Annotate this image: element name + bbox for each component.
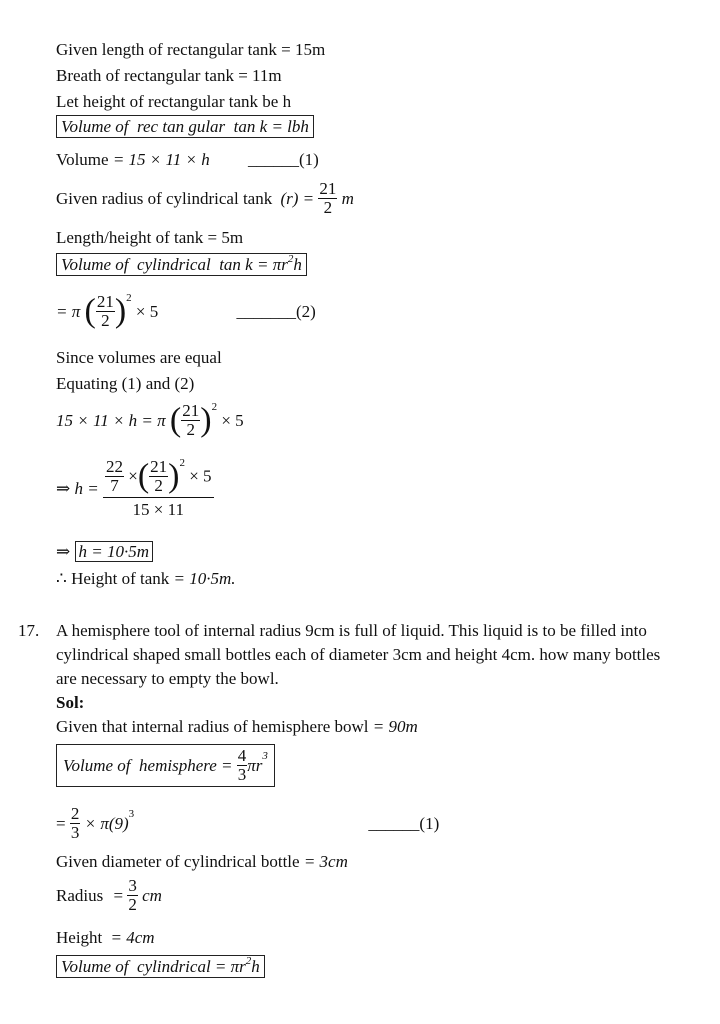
denominator: 3 <box>70 822 80 842</box>
denominator: 2 <box>154 475 163 495</box>
equation-equate: 15 × 11 × h = π ( $\frac{21}{2}$ )$^2$ × 5 <box>56 401 244 439</box>
equation-text: = 15 × 11 × h <box>112 150 210 169</box>
equation-label: ______(1) <box>247 150 319 169</box>
formula-text: Volume of <box>61 255 129 274</box>
fraction <box>318 180 337 217</box>
fraction <box>149 458 168 495</box>
formula-text: = πr <box>256 255 288 274</box>
equation-text: × π(9) <box>84 813 129 833</box>
formula-text: h <box>293 255 302 274</box>
formula-text: πr <box>247 755 263 775</box>
numerator: 2 <box>70 804 80 823</box>
question-text-line: cylindrical shaped small bottles each of diameter 3cm and height 4cm. how many bottles <box>56 645 661 664</box>
superscript: 2 <box>287 253 294 265</box>
since-equal: Since volumes are equal <box>56 348 222 367</box>
equation-text: × <box>128 466 138 486</box>
formula-text: = lbh <box>271 117 309 136</box>
denominator: 2 <box>128 894 137 914</box>
fraction <box>105 458 124 495</box>
volume-equation-2: = π ( $\frac{21}{2}$ )$^2$ × 5 _______(2) <box>56 292 316 330</box>
equation-text: = π <box>56 301 81 321</box>
equation-text: × 5 <box>135 301 159 321</box>
let-height: Let height of rectangular tank be h <box>56 92 292 111</box>
denominator: 2 <box>323 197 333 217</box>
question-text-line: A hemisphere tool of internal radius 9cm is full of liquid. This liquid is to be filled into <box>56 621 647 640</box>
big-denominator: 15 × 11 <box>132 499 184 519</box>
question-number: 17. <box>18 621 40 640</box>
line-text: = <box>113 885 124 905</box>
superscript: 2 <box>179 457 185 469</box>
superscript: 2 <box>211 401 218 413</box>
superscript: 2 <box>245 955 252 967</box>
superscript: 2 <box>126 292 132 304</box>
superscript: 3 <box>262 750 268 762</box>
formula-text: rec tan gular <box>137 117 226 136</box>
numerator: 21 <box>319 179 337 198</box>
big-fraction <box>103 458 214 519</box>
question-text-line: are necessary to empty the bowl. <box>56 669 279 688</box>
formula-text: h <box>251 957 260 976</box>
fraction <box>70 805 81 842</box>
given-hemisphere-radius <box>56 718 418 735</box>
equation-text: × 5 <box>221 410 244 430</box>
radius-line <box>56 877 162 914</box>
formula-text: tan k <box>219 255 253 274</box>
line-text: = 4cm <box>110 928 155 947</box>
given-diameter <box>56 853 348 870</box>
formula-text: Volume of <box>61 957 129 976</box>
line-text: Given diameter of cylindrical bottle <box>56 852 300 871</box>
big-numerator: $\frac{22}{7}$ ×( $\frac{21}{2}$ )$^2$ × 5 <box>103 458 214 498</box>
line-text: (r) = <box>280 188 315 208</box>
equation-label: _______(2) <box>236 301 316 321</box>
denominator: 2 <box>101 310 110 330</box>
given-radius <box>56 180 354 217</box>
line-text: Radius <box>56 885 104 905</box>
equation-solve-h <box>56 458 214 519</box>
superscript: 3 <box>128 808 135 820</box>
formula-text: Volume of <box>61 117 129 136</box>
fraction <box>96 293 115 330</box>
line-text: Given radius of cylindrical tank <box>56 188 273 208</box>
line-text: = 3cm <box>303 852 348 871</box>
numerator: 21 <box>96 292 114 311</box>
equation-text: Volume <box>56 150 109 169</box>
fraction <box>237 747 248 784</box>
equating: Equating (1) and (2) <box>56 374 195 393</box>
line-text: = 90m <box>372 717 418 736</box>
boxed-result: h = 10·5m <box>75 541 154 562</box>
formula-text: cylindrical <box>137 255 211 274</box>
solution-heading: Sol: <box>56 693 85 712</box>
given-breadth: Breath of rectangular tank = 11m <box>56 66 282 85</box>
formula-text: hemisphere = <box>139 755 233 775</box>
length-height: Length/height of tank = 5m <box>56 228 244 247</box>
conclusion <box>56 570 236 587</box>
formula-text: cylindrical = πr <box>137 957 246 976</box>
fraction <box>181 402 200 439</box>
line-text: Height <box>56 928 103 947</box>
numerator: 22 <box>105 457 123 476</box>
line-text: Given that internal radius of hemisphere bowl <box>56 717 369 736</box>
equation-text: × 5 <box>189 466 212 486</box>
equation-text: 15 × 11 × h = π <box>56 410 166 430</box>
formula-box-rectangular <box>56 115 314 138</box>
equation-text: ⇒ h = <box>56 478 99 498</box>
denominator: 2 <box>186 419 195 439</box>
fraction <box>127 877 138 914</box>
numerator: 21 <box>150 457 168 476</box>
formula-box-cylindrical <box>56 253 307 276</box>
numerator: 3 <box>128 876 137 895</box>
line-text: m <box>341 188 354 208</box>
implies: ⇒ <box>56 542 71 561</box>
height-line <box>56 929 155 946</box>
volume-equation-1 <box>56 151 319 168</box>
denominator: 3 <box>237 764 247 784</box>
line-text: cm <box>142 885 162 905</box>
equation-text: = <box>56 813 66 833</box>
numerator: 21 <box>182 401 200 420</box>
numerator: 4 <box>237 746 247 765</box>
formula-text: Volume of <box>63 755 131 775</box>
formula-text: tan k <box>233 117 268 136</box>
result-box <box>56 541 153 562</box>
formula-box-hemisphere <box>56 744 275 787</box>
conclusion-text: = 10·5m. <box>173 569 236 588</box>
hemisphere-volume <box>56 805 439 842</box>
formula-box-cylinder-bottle <box>56 955 265 978</box>
given-length: Given length of rectangular tank = 15m <box>56 40 326 59</box>
equation-label: ______(1) <box>368 813 440 833</box>
conclusion-text: ∴ Height of tank <box>56 569 170 588</box>
denominator: 7 <box>110 475 119 495</box>
